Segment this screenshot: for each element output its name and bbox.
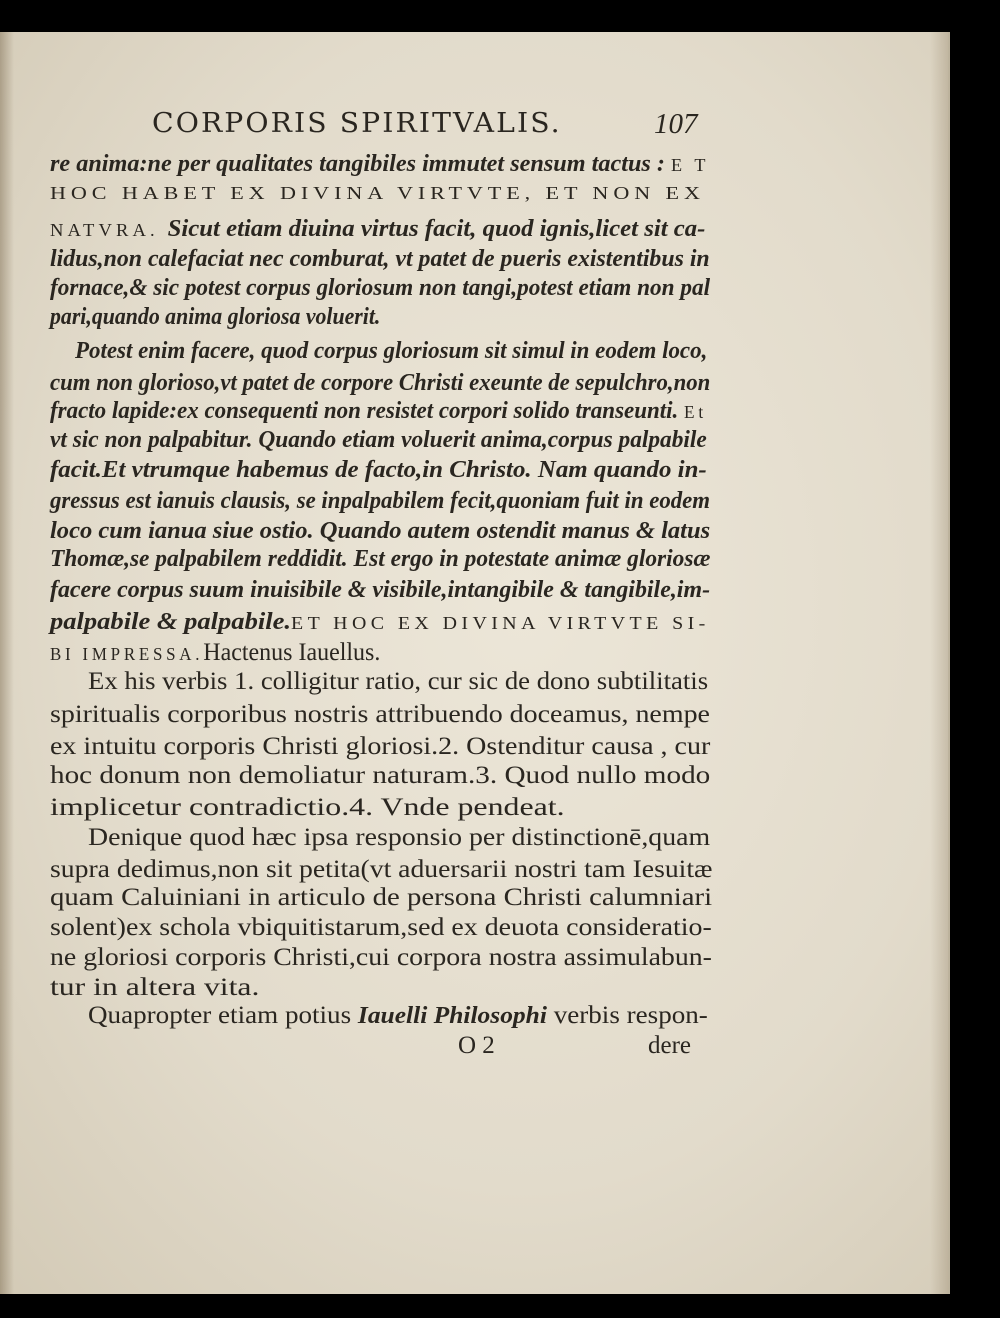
text-segment: ex intuitu corporis Christi gloriosi.2. Ostenditur causa , cur [50, 731, 711, 760]
text-line [50, 760, 710, 790]
text-segment: gressus est ianuis clausis, se inpalpabilem fecit,quoniam fuit in eodem [50, 488, 711, 514]
text-line [50, 216, 705, 243]
text-segment: Thomæ,se palpabilem reddidit. Est ergo in potestate animæ gloriosæ [50, 546, 711, 572]
running-title: CORPORIS SPIRITVALIS. [152, 108, 562, 139]
text-segment: Ex his verbis 1. colligitur ratio, cur sic de dono subtilitatis [88, 666, 709, 695]
text-segment: quam Caluiniani in articulo de persona Christi calumniari [50, 882, 713, 911]
text-segment: BI IMPRESSA. [50, 644, 204, 664]
text-segment: ne gloriosi corporis Christi,cui corpora nostra assimulabun- [50, 942, 712, 971]
text-line [50, 304, 380, 331]
text-segment: supra dedimus,non sit petita(vt aduersarii nostri tam Iesuitæ [50, 854, 713, 883]
text-segment: facere corpus suum inuisibile & visibile,intangibile & tangibile,im- [50, 577, 711, 603]
text-line [50, 488, 710, 515]
text-line [75, 338, 707, 365]
text-line [88, 822, 710, 852]
text-segment: NATVRA. [50, 220, 168, 240]
text-line [50, 518, 710, 545]
text-segment: spiritualis corporibus nostris attribuendo doceamus, nempe [50, 699, 710, 728]
text-line [88, 666, 708, 696]
text-segment: Iauelli Philosophi [357, 1003, 547, 1029]
text-line [50, 183, 705, 204]
text-line [50, 546, 710, 573]
text-line [50, 792, 565, 822]
text-segment: Sicut etiam diuina virtus facit, quod ignis,licet sit ca- [167, 216, 706, 242]
text-segment: loco cum ianua siue ostio. Quando autem ostendit manus & latus [50, 518, 711, 544]
text-line [88, 1000, 708, 1030]
text-line [50, 637, 380, 667]
text-segment: vt sic non palpabitur. Quando etiam voluerit anima,corpus palpabile [50, 427, 707, 453]
text-segment: solent)ex schola vbiquitistarum,sed ex deuota consideratio- [50, 912, 712, 941]
text-segment: HOC HABET EX DIVINA VIRTVTE, ET NON EX [50, 183, 705, 203]
text-line [50, 370, 710, 397]
text-line [50, 427, 707, 454]
text-line [50, 912, 712, 942]
text-segment: Potest enim facere, quod corpus gloriosum sit simul in eodem loco, [75, 338, 708, 364]
text-segment: tur in altera vita. [50, 972, 260, 1001]
text-line [50, 609, 710, 636]
text-segment: fracto lapide:ex consequenti non resistet corpori solido transeunti. [50, 398, 685, 424]
text-segment: fornace,& sic potest corpus gloriosum non tangi,potest etiam non pal [50, 275, 711, 301]
text-line [50, 972, 259, 1002]
text-line [50, 882, 712, 912]
text-line [50, 699, 710, 729]
text-segment: implicetur contradictio.4. Vnde pendeat. [50, 792, 565, 821]
text-segment: Quapropter etiam potius [88, 1000, 358, 1029]
text-segment: ET HOC EX DIVINA VIRTVTE SI- [290, 613, 710, 633]
text-line [50, 942, 712, 972]
text-line [50, 854, 713, 884]
text-line [50, 151, 710, 178]
text-line [50, 398, 707, 425]
book-page [0, 32, 950, 1294]
text-segment: verbis respon- [546, 1000, 708, 1029]
text-line [50, 275, 710, 302]
text-line [50, 246, 710, 273]
text-segment: facit.Et vtrumque habemus de facto,in Christo. Nam quando in- [50, 457, 707, 483]
page-number: 107 [654, 108, 698, 140]
text-segment: pari,quando anima gloriosa voluerit. [50, 304, 381, 330]
text-segment: cum non glorioso,vt patet de corpore Christi exeunte de sepulchro,non [50, 370, 711, 396]
text-line [50, 731, 710, 761]
text-segment: hoc donum non demoliatur naturam.3. Quod nullo modo [50, 760, 711, 789]
signature-mark: O 2 [458, 1032, 495, 1059]
catchword: dere [648, 1032, 692, 1059]
text-layer [0, 32, 948, 1294]
text-segment: Denique quod hæc ipsa responsio per distinctionē,quam [88, 822, 711, 851]
text-segment: re anima:ne per qualitates tangibiles immutet sensum tactus : [50, 151, 672, 177]
text-segment: palpabile & palpabile. [50, 609, 291, 635]
text-line [50, 457, 707, 484]
text-segment: Hactenus Iauellus. [203, 637, 381, 666]
text-segment: E T [671, 155, 710, 175]
text-segment: lidus,non calefaciat nec comburat, vt patet de pueris existentibus in [50, 246, 710, 272]
text-line [50, 577, 710, 604]
text-segment: Et [684, 402, 708, 422]
